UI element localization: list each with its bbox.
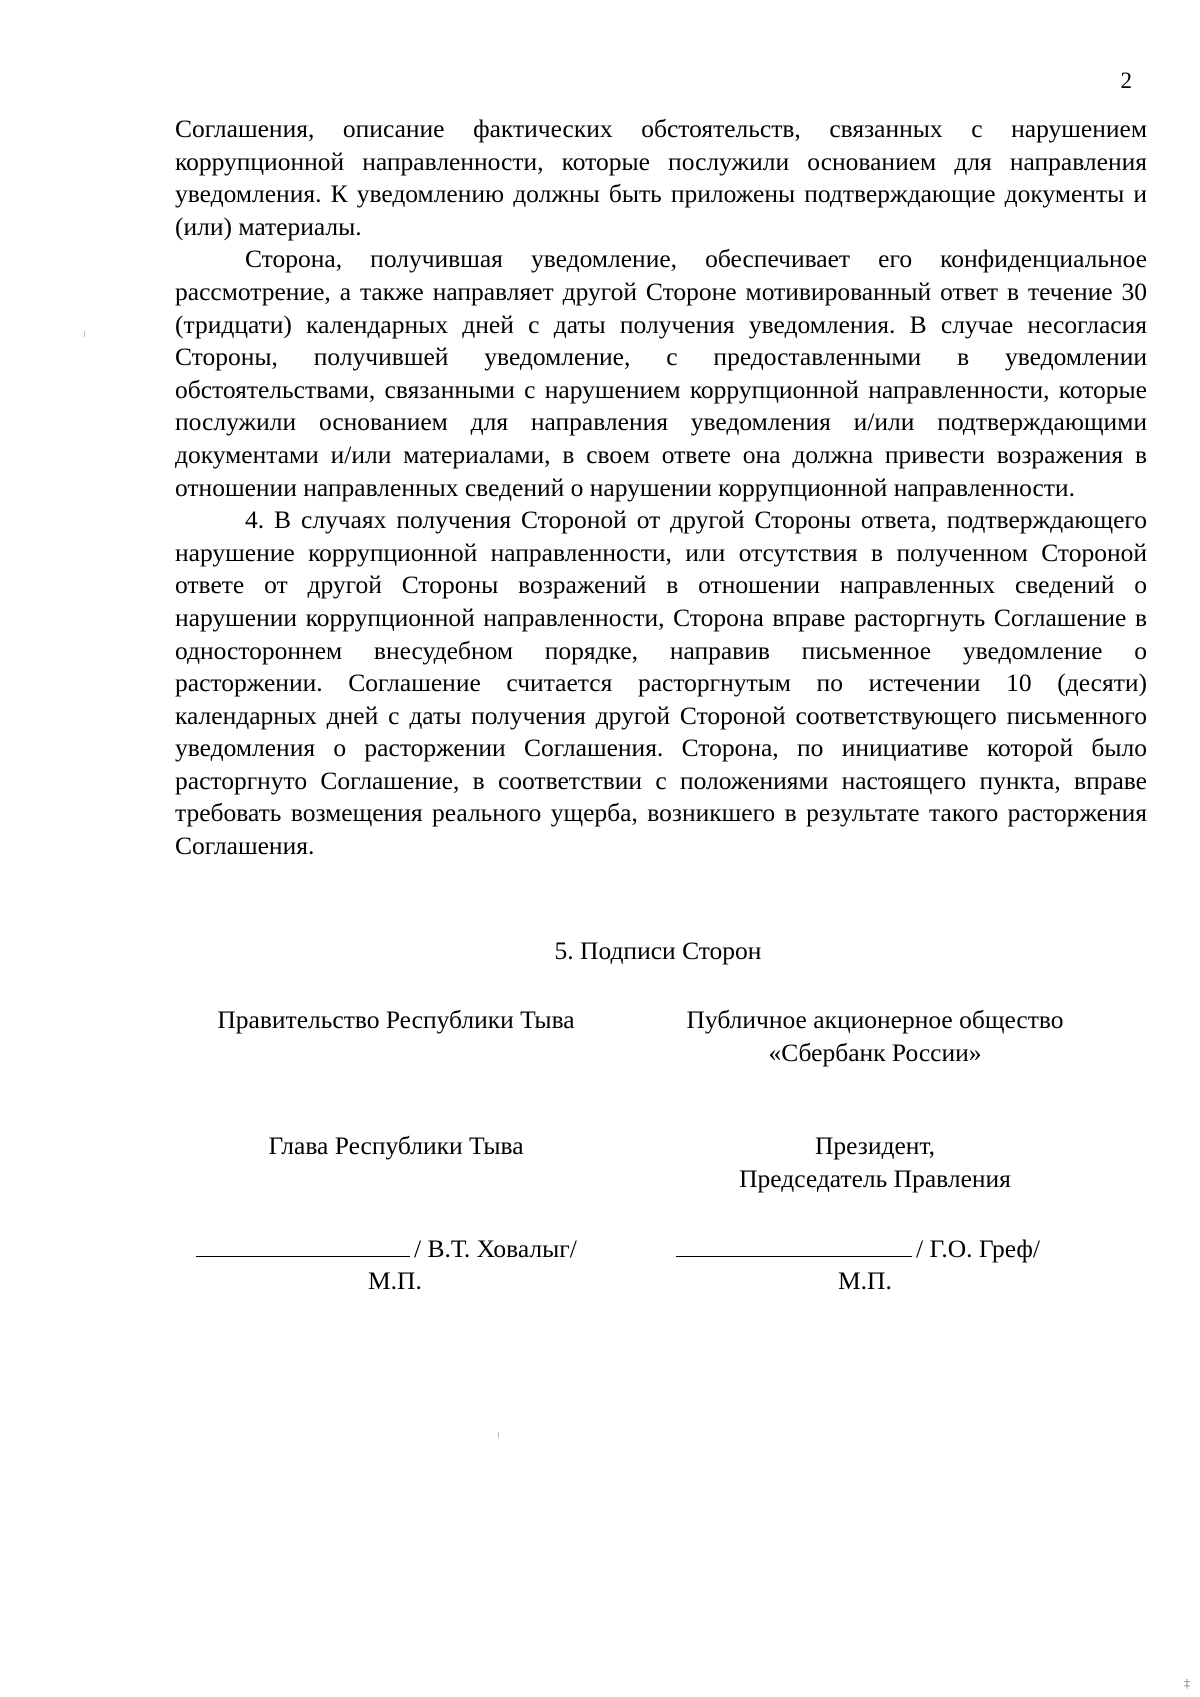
right-party-line-2: «Сбербанк России»: [768, 1037, 982, 1067]
scan-speck: [498, 1432, 499, 1438]
right-title-line-2: Председатель Правления: [739, 1163, 1011, 1193]
paragraph-termination: 4. В случаях получения Стороной от другой Стороны ответа, подтверждающего нарушение коррупционной направленности, или отсутствия в полученном Стороной ответе от другой Стороны возражений в отношении направленных сведений о нарушении коррупционной направленности, Сторона вправе расторгнуть Соглашение в одностороннем внесудебном порядке, направив письменное уведомление о расторжении. Соглашение считается расторгнутым по истечении 10 (десяти) календарных дней с даты получения другой Стороной соответствующего письменного уведомления о расторжении Соглашения. Сторона, по инициативе которой было расторгнуто Соглашение, в соответствии с положениями настоящего пункта, вправе требовать возмещения реального ущерба, возникшего в результате такого расторжения Соглашения.: [175, 505, 1147, 861]
left-party-label: Правительство Республики Тыва: [217, 1005, 575, 1034]
right-stamp-place: М.П.: [838, 1266, 892, 1295]
scan-speck: [84, 331, 85, 337]
right-signature-line: [676, 1230, 1040, 1265]
signatures-heading: 5. Подписи Сторон: [554, 936, 762, 965]
right-signer-title: [655, 1130, 1095, 1195]
right-signer-name: / Г.О. Греф/: [916, 1234, 1040, 1263]
left-signer-title: [196, 1130, 596, 1163]
right-title-line-1: Президент,: [814, 1131, 936, 1160]
right-party-line-1: Публичное акционерное общество: [686, 1005, 1064, 1034]
agreement-body: [175, 113, 1147, 863]
left-signer-name: / В.Т. Ховалыг/: [414, 1234, 577, 1263]
left-party-name: [196, 1004, 596, 1037]
left-signature-line: [196, 1230, 577, 1265]
left-signature-blank: [196, 1230, 410, 1257]
right-signature-blank: [676, 1230, 912, 1257]
page-number: 2: [1120, 68, 1132, 93]
paragraph-response: Сторона, получившая уведомление, обеспечивает его конфиденциальное рассмотрение, а также направляет другой Стороне мотивированный ответ в течение 30 (тридцати) календарных дней с даты получения уведомления. В случае несогласия Стороны, получившей уведомление, с предоставленными в уведомлении обстоятельствами, связанными с нарушением коррупционной направленности, которые послужили основанием для направления уведомления и/или подтверждающими документами и/или материалами, в своем ответе она должна привести возражения в отношении направленных сведений о нарушении коррупционной направленности.: [175, 244, 1147, 502]
right-party-name: [655, 1004, 1095, 1069]
left-stamp-place: М.П.: [368, 1266, 422, 1295]
scan-corner-mark: ‡: [1184, 1676, 1190, 1690]
left-title-label: Глава Республики Тыва: [268, 1131, 524, 1160]
paragraph-continuation: Соглашения, описание фактических обстоятельств, связанных с нарушением коррупционной направленности, которые послужили основанием для направления уведомления. К уведомлению должны быть приложены подтверждающие документы и (или) материалы.: [175, 114, 1147, 241]
